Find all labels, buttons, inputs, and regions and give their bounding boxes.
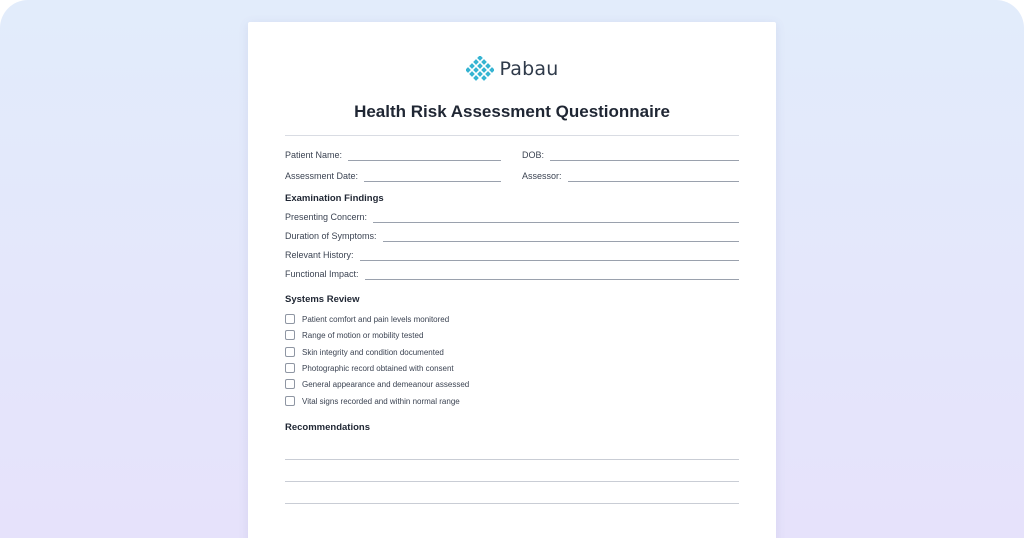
assessment-date-line xyxy=(364,174,501,182)
functional-impact-label: Functional Impact: xyxy=(285,269,359,279)
presenting-concern-label: Presenting Concern: xyxy=(285,212,368,222)
assessment-date-label: Assessment Date: xyxy=(285,171,359,181)
dob-line xyxy=(550,153,739,161)
relevant-history-label: Relevant History: xyxy=(285,250,354,260)
examination-findings-heading: Examination Findings xyxy=(285,193,384,204)
functional-impact-field[interactable] xyxy=(285,269,739,280)
checkbox[interactable] xyxy=(285,330,295,340)
dob-label: DOB: xyxy=(522,150,545,160)
relevant-history-field[interactable] xyxy=(285,250,739,261)
presenting-concern-line xyxy=(373,215,739,223)
assessor-label: Assessor: xyxy=(522,171,562,181)
recommendations-line[interactable] xyxy=(285,481,739,482)
checkbox-label: Photographic record obtained with consent xyxy=(302,363,454,373)
systems-review-item[interactable] xyxy=(285,347,444,357)
recommendations-line[interactable] xyxy=(285,459,739,460)
checkbox[interactable] xyxy=(285,347,295,357)
patient-name-field[interactable] xyxy=(285,150,501,161)
relevant-history-line xyxy=(360,253,739,261)
checkbox-label: Patient comfort and pain levels monitored xyxy=(302,314,450,324)
title-divider xyxy=(285,135,739,136)
checkbox-label: Vital signs recorded and within normal range xyxy=(302,396,460,406)
systems-review-item[interactable] xyxy=(285,379,469,389)
patient-name-label: Patient Name: xyxy=(285,150,343,160)
duration-of-symptoms-field[interactable] xyxy=(285,231,739,242)
brand-name: Pabau xyxy=(499,58,559,80)
checkbox[interactable] xyxy=(285,379,295,389)
checkbox[interactable] xyxy=(285,314,295,324)
assessment-date-field[interactable] xyxy=(285,171,501,182)
systems-review-item[interactable] xyxy=(285,396,460,406)
checkbox[interactable] xyxy=(285,363,295,373)
systems-review-item[interactable] xyxy=(285,363,454,373)
systems-review-heading: Systems Review xyxy=(285,294,360,305)
checkbox-label: Range of motion or mobility tested xyxy=(302,330,424,340)
diamond-grid-logo-icon xyxy=(466,56,494,82)
dob-field[interactable] xyxy=(522,150,739,161)
assessor-field[interactable] xyxy=(522,171,739,182)
presenting-concern-field[interactable] xyxy=(285,212,739,223)
checkbox-label: Skin integrity and condition documented xyxy=(302,347,444,357)
checkbox-label: General appearance and demeanour assessed xyxy=(302,379,470,389)
document-title: Health Risk Assessment Questionnaire xyxy=(354,102,670,121)
assessor-line xyxy=(568,174,739,182)
checkbox[interactable] xyxy=(285,396,295,406)
functional-impact-line xyxy=(365,272,739,280)
recommendations-heading: Recommendations xyxy=(285,422,370,433)
questionnaire-document xyxy=(248,22,776,538)
duration-of-symptoms-line xyxy=(383,234,739,242)
systems-review-item[interactable] xyxy=(285,314,449,324)
brand-logo xyxy=(248,54,776,84)
recommendations-line[interactable] xyxy=(285,503,739,504)
duration-of-symptoms-label: Duration of Symptoms: xyxy=(285,231,377,241)
systems-review-item[interactable] xyxy=(285,330,423,340)
patient-name-line xyxy=(348,153,501,161)
